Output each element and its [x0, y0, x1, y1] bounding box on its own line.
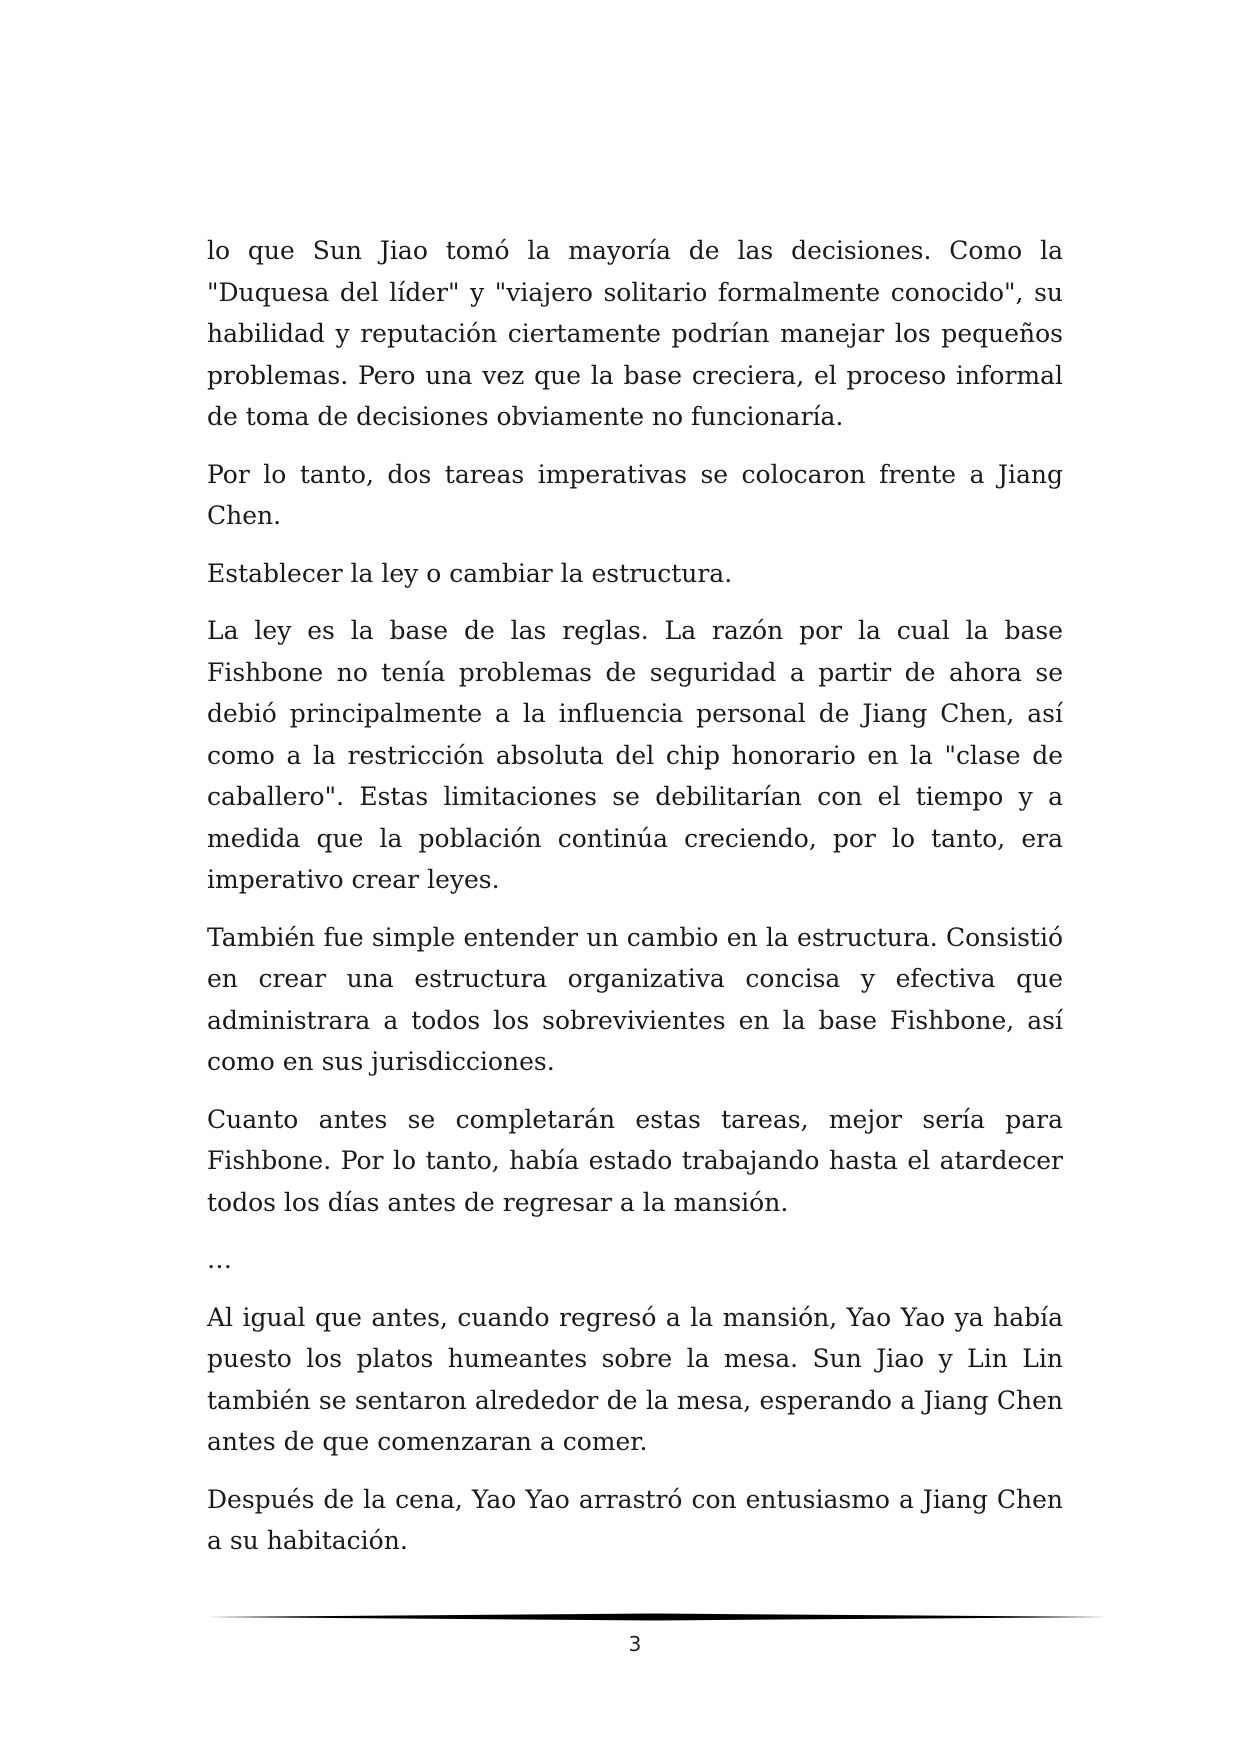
paragraph-3: Establecer la ley o cambiar la estructura. [207, 558, 733, 588]
paragraph-4: La ley es la base de las reglas. La razón por la cual la base Fishbone no tenía problemas de seguridad a partir de ahora se debió principalmente a la influencia personal de Jiang Chen, así como a la restricción absoluta del chip honorario en la "clase de caballero". Estas limitaciones se debilitarían con el tiempo y a medida que la población continúa creciendo, por lo tanto, era imperativo crear leyes. [207, 616, 1063, 894]
paragraph-6: Cuanto antes se completarán estas tareas, mejor sería para Fishbone. Por lo tanto, había estado trabajando hasta el atardecer todos los días antes de regresar a la mansión. [207, 1104, 1063, 1217]
body-text [207, 230, 1063, 1578]
paragraph-5: También fue simple entender un cambio en la estructura. Consistió en crear una estructura organizativa concisa y efectiva que administrara a todos los sobrevivientes en la base Fishbone, así como en sus jurisdicciones. [207, 922, 1063, 1076]
paragraph-1: lo que Sun Jiao tomó la mayoría de las decisiones. Como la "Duquesa del líder" y "viajero solitario formalmente conocido", su habilidad y reputación ciertamente podrían manejar los pequeños problemas. Pero una vez que la base creciera, el proceso informal de toma de decisiones obviamente no funcionaría. [207, 236, 1063, 431]
page-number: 3 [628, 1632, 642, 1656]
footer-divider [207, 1610, 1107, 1624]
paragraph-7: … [207, 1245, 232, 1274]
paragraph-9: Después de la cena, Yao Yao arrastró con entusiasmo a Jiang Chen a su habitación. [207, 1484, 1063, 1555]
paragraph-8: Al igual que antes, cuando regresó a la mansión, Yao Yao ya había puesto los platos humeantes sobre la mesa. Sun Jiao y Lin Lin también se sentaron alrededor de la mesa, esperando a Jiang Chen antes de que comenzaran a comer. [207, 1302, 1063, 1456]
paragraph-2: Por lo tanto, dos tareas imperativas se colocaron frente a Jiang Chen. [207, 459, 1063, 530]
